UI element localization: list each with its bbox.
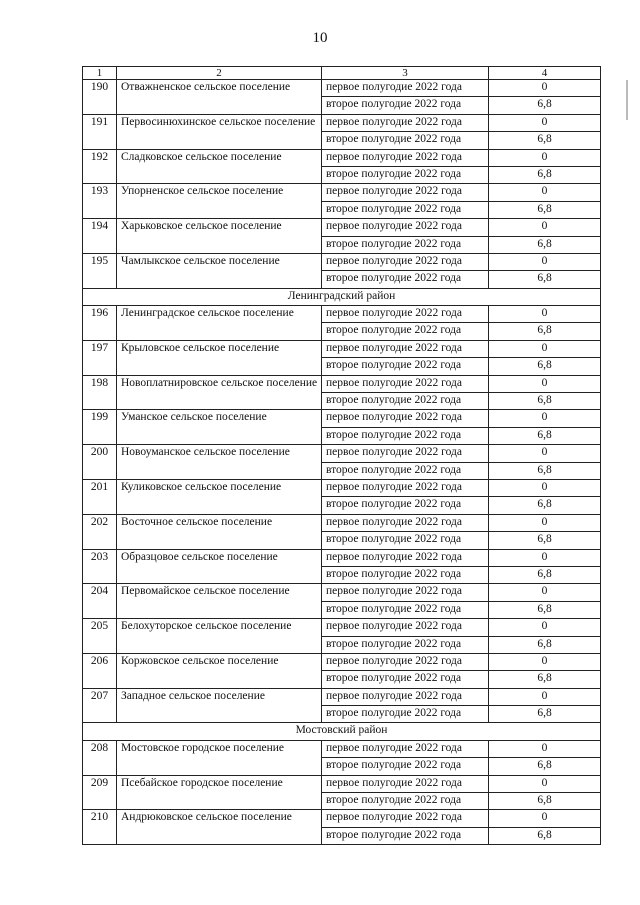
row-number: 201 [83, 479, 117, 514]
row-number: 209 [83, 775, 117, 810]
period-second-half: второе полугодие 2022 года [322, 497, 489, 514]
column-header: 3 [322, 67, 489, 80]
settlement-name: Новоплатнировское сельское поселение [117, 375, 322, 410]
period-second-half: второе полугодие 2022 года [322, 236, 489, 253]
value-second-half: 6,8 [489, 636, 601, 653]
value-first-half: 0 [489, 775, 601, 792]
table-row [83, 740, 601, 757]
value-first-half: 0 [489, 740, 601, 757]
settlement-name: Псебайское городское поселение [117, 775, 322, 810]
value-first-half: 0 [489, 653, 601, 670]
settlement-name: Уманское сельское поселение [117, 410, 322, 445]
table-row [83, 653, 601, 670]
period-first-half: первое полугодие 2022 года [322, 479, 489, 496]
row-number: 200 [83, 445, 117, 480]
table-row [83, 445, 601, 462]
period-first-half: первое полугодие 2022 года [322, 619, 489, 636]
settlement-name: Первомайское сельское поселение [117, 584, 322, 619]
row-number: 202 [83, 514, 117, 549]
table-row [83, 306, 601, 323]
value-second-half: 6,8 [489, 97, 601, 114]
value-second-half: 6,8 [489, 427, 601, 444]
value-first-half: 0 [489, 688, 601, 705]
row-number: 198 [83, 375, 117, 410]
settlements-table [82, 66, 601, 845]
value-first-half: 0 [489, 80, 601, 97]
column-header: 2 [117, 67, 322, 80]
period-first-half: первое полугодие 2022 года [322, 740, 489, 757]
period-first-half: первое полугодие 2022 года [322, 375, 489, 392]
row-number: 194 [83, 219, 117, 254]
row-number: 193 [83, 184, 117, 219]
table-row [83, 514, 601, 531]
scan-margin-mark [626, 80, 628, 120]
table-row [83, 340, 601, 357]
period-second-half: второе полугодие 2022 года [322, 166, 489, 183]
value-second-half: 6,8 [489, 497, 601, 514]
table-row [83, 149, 601, 166]
district-heading: Мостовский район [83, 723, 601, 740]
value-first-half: 0 [489, 445, 601, 462]
settlement-name: Отважненское сельское поселение [117, 80, 322, 115]
value-second-half: 6,8 [489, 271, 601, 288]
table-row [83, 114, 601, 131]
row-number: 205 [83, 619, 117, 654]
table-row [83, 184, 601, 201]
table-header-row [83, 67, 601, 80]
value-first-half: 0 [489, 306, 601, 323]
settlement-name: Белохуторское сельское поселение [117, 619, 322, 654]
value-second-half: 6,8 [489, 566, 601, 583]
value-second-half: 6,8 [489, 758, 601, 775]
value-second-half: 6,8 [489, 236, 601, 253]
period-second-half: второе полугодие 2022 года [322, 358, 489, 375]
row-number: 208 [83, 740, 117, 775]
row-number: 192 [83, 149, 117, 184]
district-row [83, 288, 601, 305]
table-row [83, 80, 601, 97]
value-first-half: 0 [489, 219, 601, 236]
value-first-half: 0 [489, 479, 601, 496]
district-heading: Ленинградский район [83, 288, 601, 305]
period-second-half: второе полугодие 2022 года [322, 636, 489, 653]
row-number: 204 [83, 584, 117, 619]
period-first-half: первое полугодие 2022 года [322, 219, 489, 236]
table-row [83, 375, 601, 392]
period-first-half: первое полугодие 2022 года [322, 584, 489, 601]
period-first-half: первое полугодие 2022 года [322, 340, 489, 357]
settlement-name: Сладковское сельское поселение [117, 149, 322, 184]
period-first-half: первое полугодие 2022 года [322, 514, 489, 531]
table-row [83, 810, 601, 827]
period-second-half: второе полугодие 2022 года [322, 97, 489, 114]
row-number: 210 [83, 810, 117, 845]
period-second-half: второе полугодие 2022 года [322, 462, 489, 479]
settlement-name: Андрюковское сельское поселение [117, 810, 322, 845]
period-first-half: первое полугодие 2022 года [322, 253, 489, 270]
settlement-name: Западное сельское поселение [117, 688, 322, 723]
value-second-half: 6,8 [489, 793, 601, 810]
row-number: 195 [83, 253, 117, 288]
value-second-half: 6,8 [489, 462, 601, 479]
period-first-half: первое полугодие 2022 года [322, 80, 489, 97]
row-number: 206 [83, 653, 117, 688]
settlement-name: Новоуманское сельское поселение [117, 445, 322, 480]
settlement-name: Упорненское сельское поселение [117, 184, 322, 219]
value-second-half: 6,8 [489, 323, 601, 340]
value-second-half: 6,8 [489, 827, 601, 844]
row-number: 196 [83, 306, 117, 341]
period-second-half: второе полугодие 2022 года [322, 566, 489, 583]
period-second-half: второе полугодие 2022 года [322, 132, 489, 149]
settlement-name: Коржовское сельское поселение [117, 653, 322, 688]
period-second-half: второе полугодие 2022 года [322, 758, 489, 775]
period-first-half: первое полугодие 2022 года [322, 114, 489, 131]
settlement-name: Образцовое сельское поселение [117, 549, 322, 584]
value-first-half: 0 [489, 184, 601, 201]
settlement-name: Чамлыкское сельское поселение [117, 253, 322, 288]
value-first-half: 0 [489, 410, 601, 427]
value-first-half: 0 [489, 549, 601, 566]
value-first-half: 0 [489, 114, 601, 131]
settlement-name: Ленинградское сельское поселение [117, 306, 322, 341]
period-second-half: второе полугодие 2022 года [322, 601, 489, 618]
value-first-half: 0 [489, 584, 601, 601]
table-row [83, 775, 601, 792]
column-header: 4 [489, 67, 601, 80]
value-first-half: 0 [489, 514, 601, 531]
period-first-half: первое полугодие 2022 года [322, 184, 489, 201]
period-second-half: второе полугодие 2022 года [322, 827, 489, 844]
period-first-half: первое полугодие 2022 года [322, 445, 489, 462]
value-second-half: 6,8 [489, 358, 601, 375]
value-second-half: 6,8 [489, 601, 601, 618]
settlement-name: Восточное сельское поселение [117, 514, 322, 549]
period-second-half: второе полугодие 2022 года [322, 201, 489, 218]
district-row [83, 723, 601, 740]
period-second-half: второе полугодие 2022 года [322, 706, 489, 723]
period-second-half: второе полугодие 2022 года [322, 793, 489, 810]
value-second-half: 6,8 [489, 706, 601, 723]
value-first-half: 0 [489, 149, 601, 166]
settlement-name: Харьковское сельское поселение [117, 219, 322, 254]
period-second-half: второе полугодие 2022 года [322, 271, 489, 288]
row-number: 191 [83, 114, 117, 149]
value-second-half: 6,8 [489, 166, 601, 183]
value-second-half: 6,8 [489, 132, 601, 149]
settlement-name: Мостовское городское поселение [117, 740, 322, 775]
period-first-half: первое полугодие 2022 года [322, 688, 489, 705]
settlement-name: Первосинюхинское сельское поселение [117, 114, 322, 149]
period-second-half: второе полугодие 2022 года [322, 671, 489, 688]
value-first-half: 0 [489, 375, 601, 392]
page-number: 10 [312, 30, 328, 46]
value-first-half: 0 [489, 253, 601, 270]
period-first-half: первое полугодие 2022 года [322, 549, 489, 566]
table-row [83, 584, 601, 601]
table-row [83, 410, 601, 427]
row-number: 203 [83, 549, 117, 584]
row-number: 197 [83, 340, 117, 375]
settlement-name: Крыловское сельское поселение [117, 340, 322, 375]
period-first-half: первое полугодие 2022 года [322, 810, 489, 827]
table-row [83, 688, 601, 705]
table-row [83, 479, 601, 496]
table-row [83, 253, 601, 270]
period-first-half: первое полугодие 2022 года [322, 410, 489, 427]
period-first-half: первое полугодие 2022 года [322, 306, 489, 323]
value-second-half: 6,8 [489, 671, 601, 688]
period-second-half: второе полугодие 2022 года [322, 323, 489, 340]
row-number: 199 [83, 410, 117, 445]
row-number: 190 [83, 80, 117, 115]
period-second-half: второе полугодие 2022 года [322, 427, 489, 444]
column-header: 1 [83, 67, 117, 80]
period-second-half: второе полугодие 2022 года [322, 532, 489, 549]
period-first-half: первое полугодие 2022 года [322, 653, 489, 670]
value-first-half: 0 [489, 810, 601, 827]
value-second-half: 6,8 [489, 532, 601, 549]
period-second-half: второе полугодие 2022 года [322, 393, 489, 410]
table-row [83, 619, 601, 636]
table-row [83, 219, 601, 236]
period-first-half: первое полугодие 2022 года [322, 775, 489, 792]
table-body [83, 67, 601, 845]
table-row [83, 549, 601, 566]
value-first-half: 0 [489, 619, 601, 636]
period-first-half: первое полугодие 2022 года [322, 149, 489, 166]
value-second-half: 6,8 [489, 393, 601, 410]
row-number: 207 [83, 688, 117, 723]
value-first-half: 0 [489, 340, 601, 357]
settlement-name: Куликовское сельское поселение [117, 479, 322, 514]
value-second-half: 6,8 [489, 201, 601, 218]
